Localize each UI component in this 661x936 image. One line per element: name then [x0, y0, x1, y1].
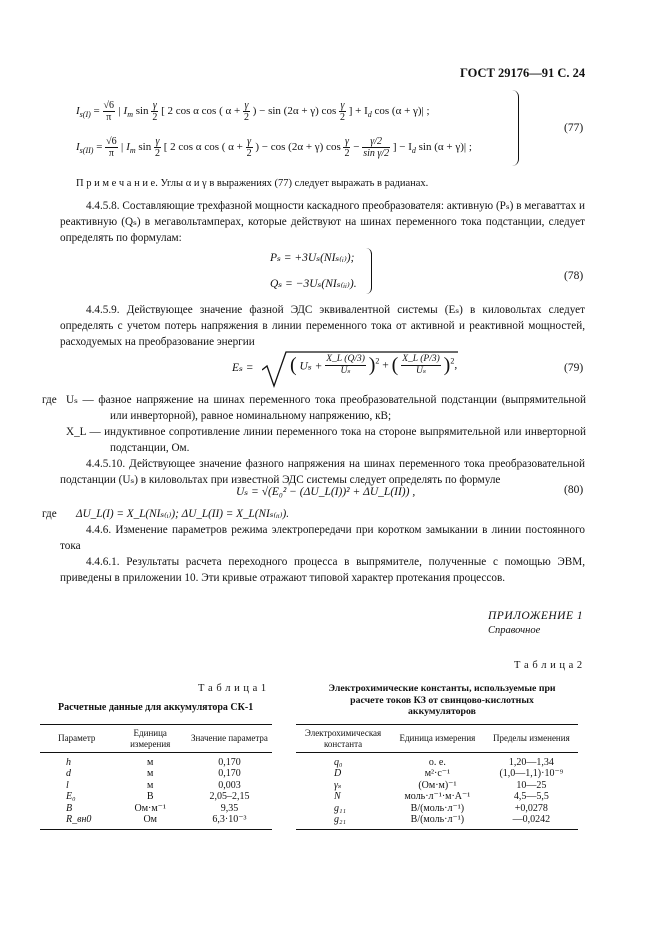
table-2-header: Пределы изменения	[492, 733, 570, 744]
definition-xl: X_L — индуктивное сопротивление линии переменного тока на стороне выпрямительной или инверторной подстанции, Ом.	[66, 426, 586, 454]
equation-77-brace	[512, 90, 519, 166]
table-row: B Ом·м⁻¹ 9,35	[66, 802, 239, 814]
table-row: g₁₁ В/(моль·л⁻¹) +0,0278	[334, 802, 548, 814]
appendix-title: ПРИЛОЖЕНИЕ 1	[488, 610, 584, 622]
equation-78-brace	[366, 248, 372, 294]
table-row: R_вн0 Ом 6,3·10⁻³	[40, 814, 272, 829]
note	[76, 176, 596, 192]
where-label-2: где	[42, 508, 57, 520]
table-1-header: Значение параметра	[190, 733, 268, 744]
table-row: d м 0,170	[66, 768, 241, 779]
equation-78-line-2: Qₛ = −3Uₛ(NIₛ₍ᵢᵢ₎).	[270, 278, 357, 290]
table-2	[296, 724, 578, 830]
equation-80: Uₛ = √(E₀² − (ΔU_L(I))² + ΔU_L(II)) ,	[236, 486, 416, 498]
equation-79-body: ( Uₛ + $\frac{X\_L (Q/3)}{\text{Uₛ}}$ )$^2$ + ( $\frac{X\_L (P/3)}{\text{Uₛ}}$ )$^2$,	[290, 354, 458, 376]
equation-78-number: (78)	[564, 270, 584, 282]
appendix-subtitle: Справочное	[488, 625, 541, 636]
table-1	[40, 724, 272, 830]
table-row: E₀ В 2,05–2,15	[66, 791, 250, 802]
table-1-header: Единица измерения	[130, 728, 171, 749]
table-row: D м²·с⁻¹ (1,0—1,1)·10⁻⁹	[334, 768, 564, 779]
equation-80-number: (80)	[564, 484, 584, 496]
paragraph-4446: 4.4.6. Изменение параметров режима электропередачи при коротком замыкании в линии постоянного тока	[60, 524, 585, 552]
paragraph-44461: 4.4.6.1. Результаты расчета переходного процесса в выпрямителе, полученные с помощью ЭВМ, приведены в приложении 10. Эти кривые отражают типовой характер протекания процессов.	[60, 556, 585, 584]
table-row: q₀ о. е. 1,20—1,34	[334, 756, 554, 768]
table-row: γₛ (Ом·м)⁻¹ 10—25	[334, 779, 547, 791]
table-1-label: Т а б л и ц а 1	[198, 683, 267, 694]
equation-77-line-2: $I_{s(II)}$ = $\frac{√6}{\pi}$ | $I_m$ sin $\frac{\gamma}{2}$ [ 2 cos α cos ( α + $\frac{\gamma}{2}$ ) − cos (2α + γ) cos $\frac{\gamma}{2}$ − $\frac{\gamma/2}{\text{sin γ/2}}$ ] − $I_d$ sin (α + γ)| ;	[76, 136, 472, 159]
paragraph-4459: 4.4.5.9. Действующее значение фазной ЭДС эквивалентной системы (Eₛ) в киловольтах следует определять с учетом потерь напряжения в линии переменного тока от активной и реактивной мощностей, расходуемых на преобразование энергии	[60, 304, 585, 348]
where-label-1: где	[42, 394, 57, 406]
paragraph-4458: 4.4.5.8. Составляющие трехфазной мощности каскадного преобразователя: активную (Pₛ) в мегаваттах и реактивную (Qₛ) в мегавольтамперах, которые действуют на шинах переменного тока подстанции, следует определять по формулам:	[60, 200, 585, 244]
note-text: Углы α и γ в выражениях (77) следует выражать в радианах.	[160, 178, 429, 189]
equation-77-number: (77)	[564, 122, 584, 134]
table-2-title: Электрохимические константы, используемые при расчете токов КЗ от свинцово-кислотных аккумуляторов	[328, 683, 556, 717]
page-header: ГОСТ 29176—91 С. 24	[460, 66, 586, 80]
table-2-header: Электрохимическая константа	[304, 728, 382, 749]
table-2-header: Единица измерения	[399, 733, 476, 744]
table-2-label: Т а б л и ц а 2	[514, 660, 583, 671]
table-row: N моль·л⁻¹·м·А⁻¹ 4,5—5,5	[334, 791, 549, 802]
note-label: П р и м е ч а н и е.	[76, 178, 158, 189]
table-row: g₂₁ В/(моль·л⁻¹) —0,0242	[296, 814, 578, 829]
equation-78-line-1: Pₛ = +3Uₛ(NIₛ₍ᵢ₎);	[270, 252, 355, 264]
table-1-title: Расчетные данные для аккумулятора СК-1	[58, 702, 254, 713]
table-row: h м 0,170	[66, 756, 241, 768]
definition-us: Uₛ — фазное напряжение на шинах переменного тока преобразовательной подстанции (выпрямительной или инверторной), равное номинальному напряжению, кВ;	[66, 394, 586, 422]
equation-77-line-1: $I_{s(I)}$ = $\frac{√6}{\pi}$ | $I_m$ sin $\frac{\gamma}{2}$ [ 2 cos α cos ( α + $\frac{\gamma}{2}$ ) − sin (2α + γ) cos $\frac{\gamma}{2}$ ] + $I_d$ cos (α + γ)| ;	[76, 100, 430, 123]
paragraph-44510: 4.4.5.10. Действующее значение фазного напряжения на шинах переменного тока преобразовательной подстанции (Uₛ) в киловольтах при известной ЭДС системы следует определять по формуле	[60, 458, 585, 486]
table-row: l м 0,003	[66, 779, 241, 791]
where-2-formula: ΔU_L(I) = X_L(NIₛ₍ᵢ₎); ΔU_L(II) = X_L(NIₛ₍ᵢᵢ₎).	[76, 508, 290, 520]
table-1-header: Параметр	[58, 733, 96, 744]
equation-79-number: (79)	[564, 362, 584, 374]
